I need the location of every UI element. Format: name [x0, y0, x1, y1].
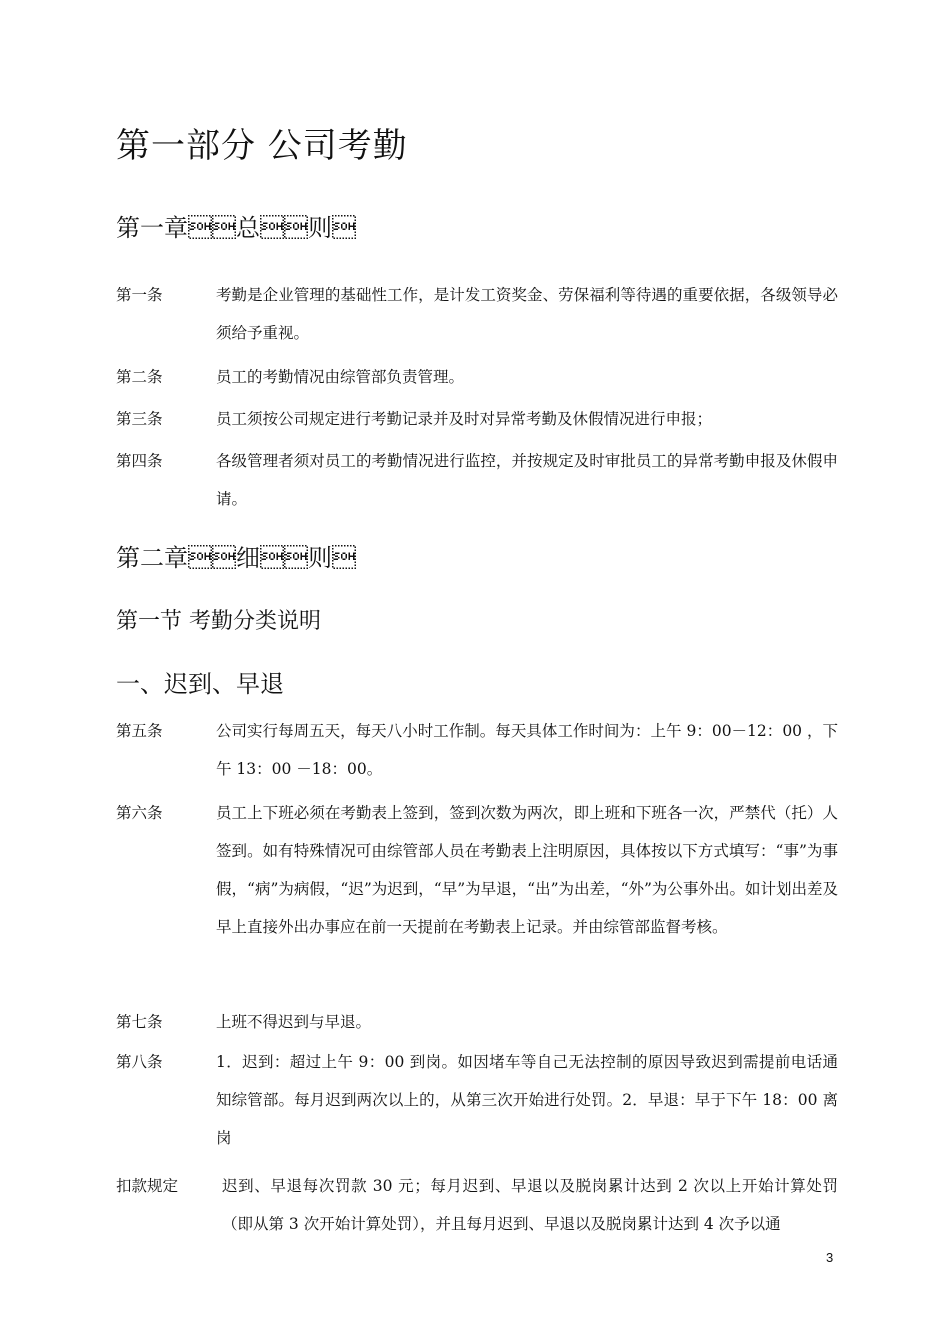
deduction-rules	[116, 1167, 838, 1243]
chapter-1-title: 第一章总则	[116, 214, 356, 242]
article-label: 第二条	[116, 368, 163, 386]
article-label: 第五条	[116, 722, 163, 740]
article-text: 公司实行每周五天，每天八小时工作制。每天具体工作时间为：上午 9：00－12：00 ，下午 13：00 －18：00。	[216, 722, 838, 778]
article-text: 各级管理者须对员工的考勤情况进行监控，并按规定及时审批员工的异常考勤申报及休假申请。	[216, 452, 838, 508]
article-label: 第六条	[116, 804, 163, 822]
article-label: 第四条	[116, 452, 163, 470]
article-text: 1．迟到：超过上午 9：00 到岗。如因堵车等自己无法控制的原因导致迟到需提前电话通知综管部。每月迟到两次以上的，从第三次开始进行处罚。2．早退：早于下午 18：00 离岗	[216, 1053, 838, 1147]
article-label: 第三条	[116, 410, 163, 428]
part-title: 第一部分 公司考勤	[116, 126, 408, 166]
section-1-title: 第一节 考勤分类说明	[116, 609, 321, 634]
article-text: 迟到、早退每次罚款 30 元；每月迟到、早退以及脱岗累计达到 2 次以上开始计算处罚（即从第 3 次开始计算处罚），并且每月迟到、早退以及脱岗累计达到 4 次予以通	[222, 1177, 838, 1233]
article-text: 员工上下班必须在考勤表上签到，签到次数为两次，即上班和下班各一次，严禁代（托）人签到。如有特殊情况可由综管部人员在考勤表上注明原因，具体按以下方式填写：“事”为事假，“病”为病假，“迟”为迟到，“早”为早退，“出”为出差，“外”为公事外出。如计划出差及早上直接外出办事应在前一天提前在考勤表上记录。并由综管部监督考核。	[216, 804, 838, 936]
article-8	[116, 1043, 838, 1157]
article-3	[116, 400, 838, 438]
article-label: 扣款规定	[116, 1177, 179, 1195]
article-text: 考勤是企业管理的基础性工作，是计发工资奖金、劳保福利等待遇的重要依据，各级领导必须给予重视。	[216, 286, 838, 342]
article-text: 员工须按公司规定进行考勤记录并及时对异常考勤及休假情况进行申报；	[216, 410, 713, 428]
article-6	[116, 794, 838, 946]
page-number: 3	[826, 1250, 834, 1265]
article-7	[116, 1003, 838, 1041]
article-text: 员工的考勤情况由综管部负责管理。	[216, 368, 465, 386]
article-label: 第一条	[116, 286, 163, 304]
article-2	[116, 358, 838, 396]
subheading-late-early: 一、迟到、早退	[116, 670, 284, 698]
article-5	[116, 712, 838, 788]
chapter-2-title: 第二章细则	[116, 544, 356, 572]
article-label: 第七条	[116, 1013, 163, 1031]
article-label: 第八条	[116, 1053, 163, 1071]
article-4	[116, 442, 838, 518]
article-text: 上班不得迟到与早退。	[216, 1013, 372, 1031]
article-1	[116, 276, 838, 352]
